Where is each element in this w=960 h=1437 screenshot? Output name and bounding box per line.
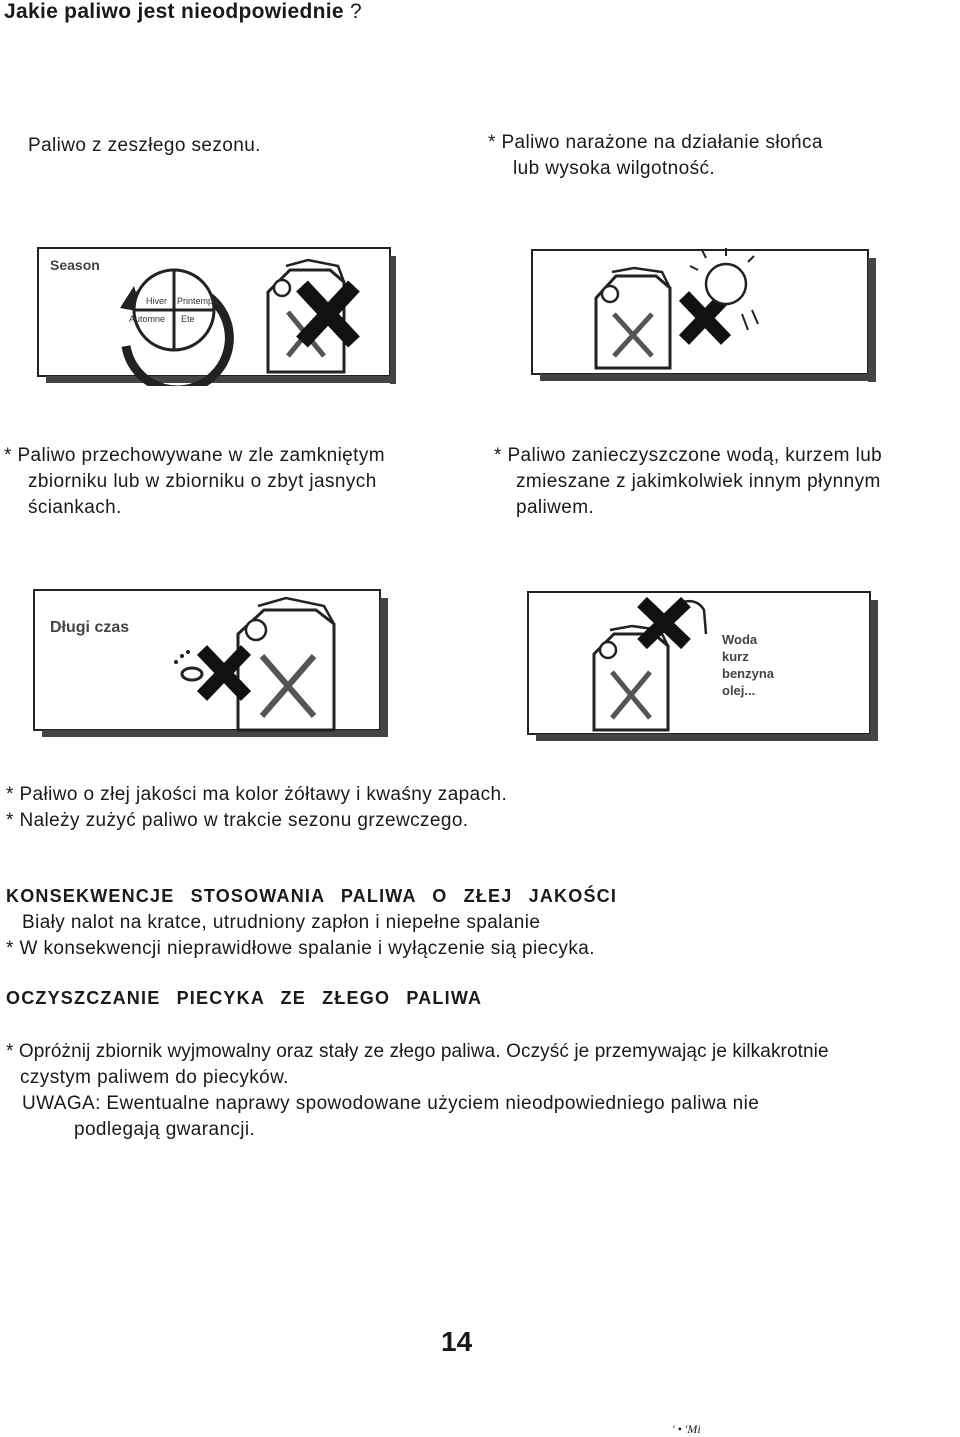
caption-contaminated-line2: zmieszane z jakimkolwiek innym płynnym xyxy=(516,471,881,492)
cleaning-line2: czystym paliwem do piecyków. xyxy=(20,1067,289,1088)
caption-storage-line3: ściankach. xyxy=(28,497,122,518)
figure-contaminants xyxy=(526,590,882,746)
page-title-question-mark: ? xyxy=(350,0,362,23)
cleaning-line1: * Opróżnij zbiornik wyjmowalny oraz stały ze złego paliwa. Oczyść je przemywając je kilkakrotnie xyxy=(6,1041,829,1062)
figure-long-time xyxy=(32,588,392,740)
cleaning-warning-line1: UWAGA: Ewentualne naprawy spowodowane użyciem nieodpowiedniego paliwa nie xyxy=(22,1093,760,1114)
season-quadrant-automne: Automne xyxy=(129,314,166,324)
season-label: Season xyxy=(50,257,100,273)
consequences-line2: * W konsekwencji nieprawidłowe spalanie i wyłączenie sią piecyka. xyxy=(6,938,595,959)
contaminant-dust: kurz xyxy=(722,649,749,664)
heading-cleaning: OCZYSZCZANIE PIECYKA ZE ZŁEGO PALIWA xyxy=(6,988,483,1008)
consequences-line1: Biały nalot na kratce, utrudniony zapłon i niepełne spalanie xyxy=(22,912,541,933)
page-title-text: Jakie paliwo jest nieodpowiednie xyxy=(4,0,344,23)
season-quadrant-ete: Ete xyxy=(181,314,195,324)
page-number: 14 xyxy=(441,1326,473,1357)
contaminant-oil: olej... xyxy=(722,683,756,698)
cleaning-warning-line2: podlegają gwarancji. xyxy=(74,1119,256,1140)
caption-sun-humidity-line2: lub wysoka wilgotność. xyxy=(513,158,716,179)
page-title xyxy=(4,0,362,24)
caption-old-season-fuel: Paliwo z zeszłego sezonu. xyxy=(28,135,261,156)
note-bad-fuel-color: * Pałiwo o złej jakości ma kolor żółtawy i kwaśny zapach. xyxy=(6,784,508,805)
contaminant-petrol: benzyna xyxy=(722,666,775,681)
caption-storage-line1: * Paliwo przechowywane w zle zamkniętym xyxy=(4,445,385,466)
caption-sun-humidity-line1: * Paliwo narażone na działanie słońca xyxy=(488,132,823,153)
figure-season xyxy=(36,246,398,386)
season-quadrant-printemps: Printemps xyxy=(177,296,218,306)
note-use-in-season: * Należy zużyć paliwo w trakcie sezonu grzewczego. xyxy=(6,810,469,831)
caption-contaminated-line1: * Paliwo zanieczyszczone wodą, kurzem lub xyxy=(494,445,883,466)
figure-sun-exposure xyxy=(530,248,880,384)
caption-contaminated-line3: paliwem. xyxy=(516,497,595,518)
footer-mark: ' • 'Mi xyxy=(672,1422,701,1436)
season-quadrant-hiver: Hiver xyxy=(146,296,168,306)
long-time-label: Długi czas xyxy=(50,619,130,636)
contaminant-water: Woda xyxy=(722,632,758,647)
heading-consequences: KONSEKWENCJE STOSOWANIA PALIWA O ZŁEJ JAKOŚCI xyxy=(6,886,618,906)
jerrycan-icon xyxy=(594,626,668,730)
caption-storage-line2: zbiorniku lub w zbiorniku o zbyt jasnych xyxy=(28,471,377,492)
